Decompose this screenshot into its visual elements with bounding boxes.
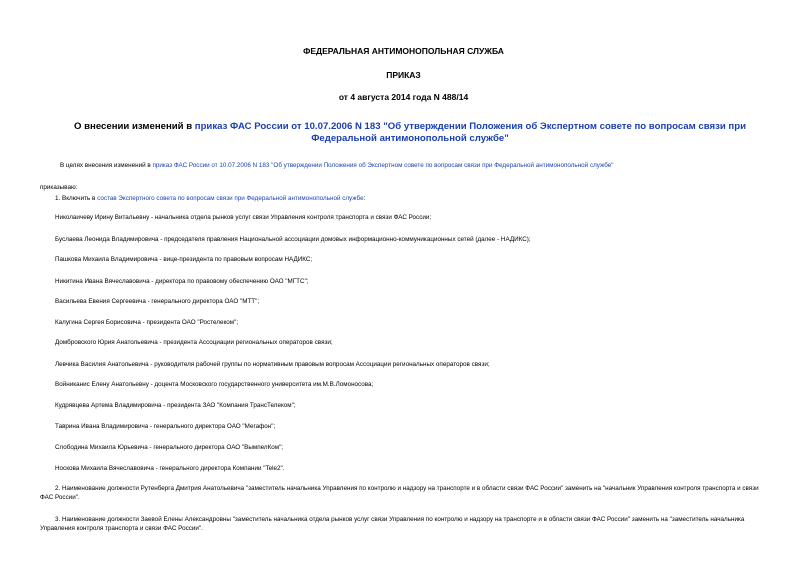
- list-item: Таврина Ивана Владимировича - генерального директора ОАО "Мегафон";: [55, 423, 276, 430]
- item-2: 2. Наименование должности Рутенберга Дмитрия Анатольевича "заместитель начальника Управления по контролю и надзору на транспорте и в области связи ФАС России" заменить на "начальник Управления контроля транспорта и связи ФАС России".: [40, 485, 759, 501]
- council-composition-link[interactable]: состав Экспертного совета по вопросам связи при Федеральной антимонопольной службе: [97, 195, 364, 202]
- order-word: приказываю:: [40, 184, 78, 191]
- list-item: Калугина Сергея Борисовича - президента ОАО "Ростелеком";: [55, 319, 239, 326]
- title-prefix: О внесении изменений в: [74, 121, 195, 132]
- intro-prefix: В целях внесения изменений в: [60, 162, 153, 169]
- list-item: Пашкова Михаила Владимировича - вице-президента по правовым вопросам НАДИКС;: [55, 256, 313, 263]
- item-3: 3. Наименование должности Заевой Елены Александровны "заместитель начальника отдела рынков услуг связи Управления по контролю и надзору на транспорте и в области связи ФАС России" заменить на "заместитель начальника Управления контроля транспорта и связи ФАС России".: [40, 516, 745, 532]
- list-item: Слободина Михаила Юрьевича - генерального директора ОАО "ВымпелКом";: [55, 444, 284, 451]
- list-item: Домбровского Юрия Анатольевича - президента Ассоциации региональных операторов связи;: [55, 339, 333, 346]
- intro-paragraph: [60, 162, 614, 170]
- item-1: [55, 195, 365, 203]
- list-item: Кудрявцева Артема Владимировича - президента ЗАО "Компания ТрансТелеком";: [55, 402, 296, 409]
- list-item: Буслаева Леонида Владимировича - председателя правления Национальной ассоциации домовых информационно-коммуникационных сетей (далее - НАДИКС);: [55, 236, 531, 243]
- item-1-suffix: :: [363, 195, 366, 202]
- list-item: Николаичеву Ирину Витальевну - начальника отдела рынков услуг связи Управления контроля транспорта и связи ФАС России;: [55, 214, 432, 221]
- agency-heading: ФЕДЕРАЛЬНАЯ АНТИМОНОПОЛЬНАЯ СЛУЖБА: [303, 46, 504, 56]
- list-item: Васильева Евения Сергеевича - генерального директора ОАО "МТТ";: [55, 298, 260, 305]
- document-title: [60, 121, 760, 145]
- list-item: Носкова Михаила Вячеславовича - генерального директора Компании "Tele2".: [55, 465, 285, 472]
- title-order-link[interactable]: приказ ФАС России от 10.07.2006 N 183 "Об утверждении Положения об Экспертном совете по вопросам связи при Федеральной антимонопольной службе": [194, 121, 746, 144]
- list-item: Левчика Василия Анатольевича - руководителя рабочей группы по нормативным правовым вопросам Ассоциации региональных операторов связи;: [55, 361, 490, 368]
- intro-order-link[interactable]: приказ ФАС России от 10.07.2006 N 183 "Об утверждении Положения об Экспертном совете по вопросам связи при Федеральной антимонопольной службе": [152, 162, 614, 169]
- doc-type-heading: ПРИКАЗ: [386, 70, 421, 80]
- date-line: от 4 августа 2014 года N 488/14: [338, 92, 469, 102]
- list-item: Войниканис Елену Анатольевну - доцента Московского государственного университета им.М.В.Ломоносова;: [55, 381, 374, 388]
- list-item: Никитина Ивана Вячеславовича - директора по правовому обеспечению ОАО "МГТС";: [55, 278, 309, 285]
- item-1-prefix: 1. Включить в: [55, 195, 98, 202]
